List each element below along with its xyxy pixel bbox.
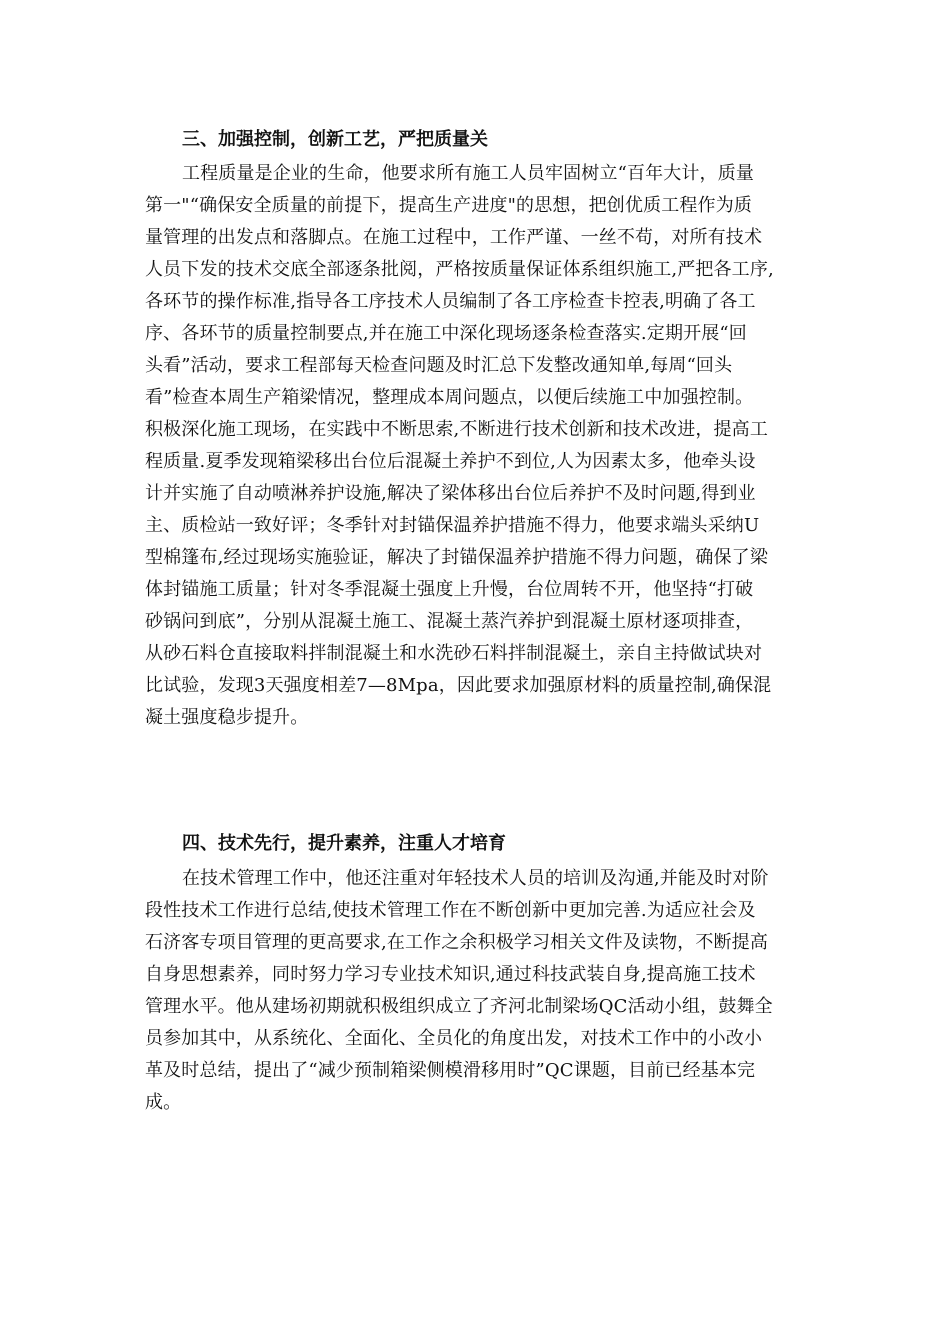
paragraph-line: 人员下发的技术交底全部逐条批阅，严格按质量保证体系组织施工,严把各工序, [145,259,774,280]
paragraph-line: 管理水平。他从建场初期就积极组织成立了齐河北制梁场QC活动小组，鼓舞全 [145,996,773,1017]
paragraph-line: 成。 [145,1092,182,1113]
paragraph-line: 从砂石料仓直接取料拌制混凝土和水洗砂石料拌制混凝土，亲自主持做试块对 [145,643,763,664]
paragraph-line: 凝土强度稳步提升。 [145,707,309,728]
paragraph-line: 员参加其中，从系统化、全面化、全员化的角度出发，对技术工作中的小改小 [145,1028,763,1049]
paragraph-line: 主、质检站一致好评；冬季针对封锚保温养护措施不得力，他要求端头采纳U [145,515,760,536]
paragraph-line: 砂锅问到底”，分别从混凝土施工、混凝土蒸汽养护到混凝土原材逐项排查， [145,611,754,632]
paragraph-line: 自身思想素养，同时努力学习专业技术知识,通过科技武装自身,提高施工技术 [145,964,756,985]
section-heading-3: 三、加强控制，创新工艺，严把质量关 [182,129,488,150]
paragraph-line: 工程质量是企业的生命，他要求所有施工人员牢固树立“百年大计，质量 [182,163,754,184]
section-heading-4: 四、技术先行，提升素养，注重人才培育 [182,833,506,854]
paragraph-line: 积极深化施工现场，在实践中不断思索,不断进行技术创新和技术改进，提高工 [145,419,768,440]
paragraph-line: 比试验，发现3天强度相差7—8Mpa，因此要求加强原材料的质量控制,确保混 [145,675,772,696]
paragraph-line: 革及时总结，提出了“减少预制箱梁侧模滑移用时”QC课题，目前已经基本完 [145,1060,756,1081]
paragraph-line: 看”检查本周生产箱梁情况，整理成本周问题点，以便后续施工中加强控制。 [145,387,754,408]
paragraph-line: 量管理的出发点和落脚点。在施工过程中，工作严谨、一丝不苟，对所有技术 [145,227,763,248]
paragraph-line: 计并实施了自动喷淋养护设施,解决了梁体移出台位后养护不及时问题,得到业 [145,483,756,504]
paragraph-line: 段性技术工作进行总结,使技术管理工作在不断创新中更加完善.为适应社会及 [145,900,756,921]
paragraph-line: 体封锚施工质量；针对冬季混凝土强度上升慢，台位周转不开，他坚持“打破 [145,579,754,600]
paragraph-line: 石济客专项目管理的更高要求,在工作之余积极学习相关文件及读物，不断提高 [145,932,768,953]
paragraph-line: 在技术管理工作中，他还注重对年轻技术人员的培训及沟通,并能及时对阶 [182,868,769,889]
paragraph-line: 序、各环节的质量控制要点,并在施工中深化现场逐条检查落实.定期开展“回 [145,323,747,344]
section-body-4 [145,863,805,1119]
paragraph-line: 第一"“确保安全质量的前提下，提高生产进度"的思想，把创优质工程作为质 [145,195,753,216]
paragraph-line: 程质量.夏季发现箱梁移出台位后混凝土养护不到位,人为因素太多，他牵头设 [145,451,756,472]
paragraph-line: 各环节的操作标准,指导各工序技术人员编制了各工序检查卡控表,明确了各工 [145,291,756,312]
section-body-3 [145,158,805,734]
paragraph-line: 头看”活动，要求工程部每天检查问题及时汇总下发整改通知单,每周“回头 [145,355,733,376]
paragraph-line: 型棉篷布,经过现场实施验证，解决了封锚保温养护措施不得力问题，确保了梁 [145,547,768,568]
